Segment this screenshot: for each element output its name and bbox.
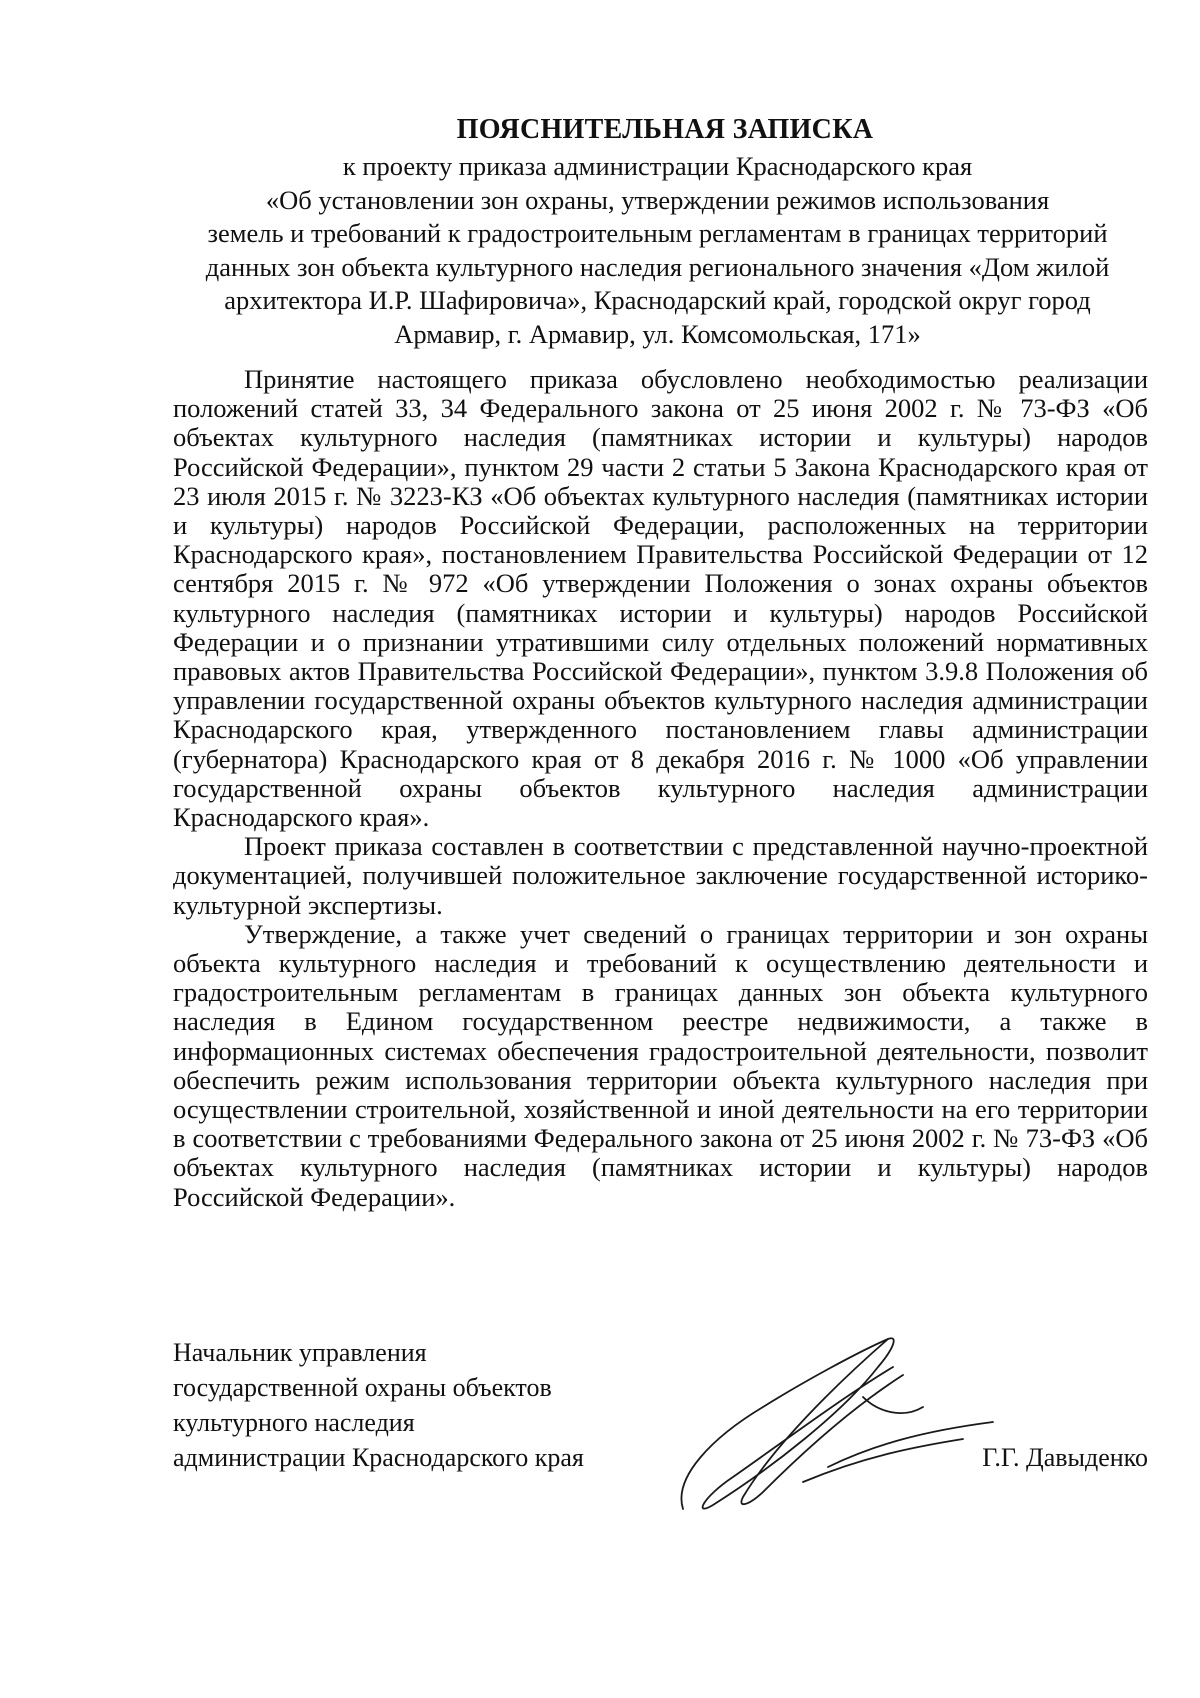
- document-body: [173, 365, 1148, 1212]
- subtitle-line: земель и требований к градостроительным регламентам в границах территорий: [207, 218, 1108, 248]
- subtitle-line: архитектора И.Р. Шафировича», Краснодарский край, городской округ город: [224, 285, 1091, 315]
- subtitle-line: «Об установлении зон охраны, утверждении режимов использования: [265, 184, 1050, 215]
- body-paragraph: Утверждение, а также учет сведений о границах территории и зон охраны объекта культурного наследия и требований к осуществлению деятельности и градостроительным регламентам в границах данных зон объекта культурного наследия в Едином государственном реестре недвижимости, а также в информационных системах обеспечения градостроительной деятельности, позволит обеспечить режим использования территории объекта культурного наследия при осуществлении строительной, хозяйственной и иной деятельности на его территории в соответствии с требованиями Федерального закона от 25 июня 2002 г. № 73-ФЗ «Об объектах культурного наследия (памятниках истории и культуры) народов Российской Федерации».: [173, 918, 1148, 1212]
- signatory-position-line: культурного наследия: [173, 1408, 415, 1437]
- document-subtitle: [165, 150, 1150, 351]
- body-paragraph: Принятие настоящего приказа обусловлено необходимостью реализации положений статей 33, 34 Федерального закона от 25 июня 2002 г. № 73-ФЗ «Об объектах культурного наследия (памятниках истории и культуры) народов Российской Федерации», пунктом 29 части 2 статьи 5 Закона Краснодарского края от 23 июля 2015 г. № 3223-КЗ «Об объектах культурного наследия (памятниках истории и культуры) народов Российской Федерации, расположенных на территории Краснодарского края», постановлением Правительства Российской Федерации от 12 сентября 2015 г. № 972 «Об утверждении Положения о зонах охраны объектов культурного наследия (памятниках истории и культуры) народов Российской Федерации и о признании утратившими силу отдельных положений нормативных правовых актов Правительства Российской Федерации», пунктом 3.9.8 Положения об управлении государственной охраны объектов культурного наследия администрации Краснодарского края, утвержденного постановлением главы администрации (губернатора) Краснодарского края от 8 декабря 2016 г. № 1000 «Об управлении государственной охраны объектов культурного наследия администрации Краснодарского края».: [173, 364, 1148, 833]
- signatory-position-line: государственной охраны объектов: [173, 1373, 552, 1402]
- signature-block: [173, 1335, 1148, 1505]
- handwritten-signature-icon: [653, 1327, 1013, 1517]
- subtitle-line: к проекту приказа администрации Краснодарского края: [342, 151, 973, 181]
- subtitle-line: данных зон объекта культурного наследия регионального значения «Дом жилой: [205, 251, 1110, 282]
- signatory-position-line: Начальник управления: [173, 1338, 427, 1367]
- signatory-position-line: администрации Краснодарского края: [173, 1443, 584, 1472]
- document-title: ПОЯСНИТЕЛЬНАЯ ЗАПИСКА: [456, 114, 874, 145]
- signatory-name: Г.Г. Давыденко: [982, 1443, 1148, 1472]
- body-paragraph: Проект приказа составлен в соответствии с представленной научно-проектной документацией, получившей положительное заключение государственной историко-культурной экспертизы.: [173, 831, 1148, 920]
- subtitle-line: Армавир, г. Армавир, ул. Комсомольская, 171»: [394, 318, 921, 349]
